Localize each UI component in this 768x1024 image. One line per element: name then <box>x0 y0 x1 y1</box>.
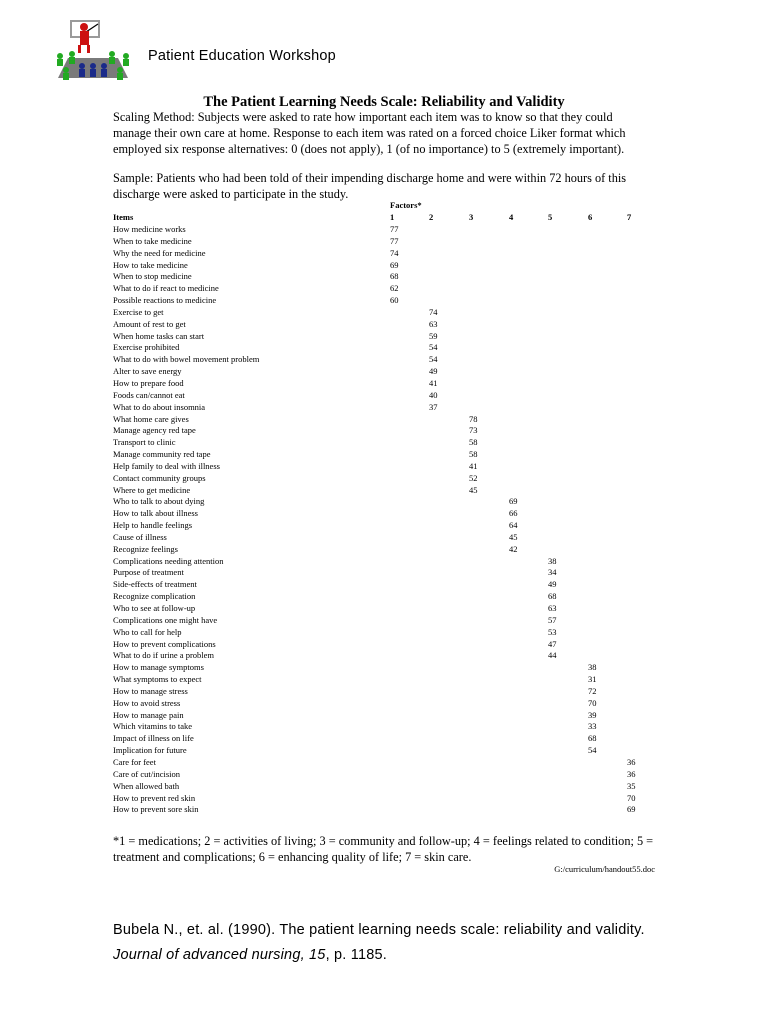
citation-pages: , p. 1185. <box>325 947 387 963</box>
table-row <box>0 354 768 366</box>
classroom-teacher-icon <box>52 18 134 88</box>
factor-loading-value: 38 <box>588 662 597 673</box>
factors-label: Factors* <box>390 200 422 210</box>
factor-loading-value: 70 <box>588 697 597 708</box>
table-row <box>0 603 768 615</box>
factor-loading-value: 59 <box>429 330 438 341</box>
table-row <box>0 319 768 331</box>
item-label: Why the need for medicine <box>113 247 206 258</box>
factor-loading-value: 58 <box>469 449 478 460</box>
table-row <box>0 342 768 354</box>
factor-loading-value: 36 <box>627 756 636 767</box>
factor-header: 7 <box>627 212 632 222</box>
table-row <box>0 390 768 402</box>
item-label: Who to call for help <box>113 626 182 637</box>
file-path: G:/curriculum/handout55.doc <box>554 864 655 874</box>
item-label: Possible reactions to medicine <box>113 295 217 306</box>
item-label: Recognize complication <box>113 591 196 602</box>
table-row <box>0 449 768 461</box>
table-row <box>0 793 768 805</box>
table-row <box>0 414 768 426</box>
item-label: How to prepare food <box>113 377 184 388</box>
factor-loading-value: 34 <box>548 567 557 578</box>
table-row <box>0 236 768 248</box>
item-label: Where to get medicine <box>113 484 191 495</box>
table-row <box>0 781 768 793</box>
factor-loading-value: 54 <box>429 354 438 365</box>
factor-loading-value: 74 <box>390 247 399 258</box>
item-label: How to take medicine <box>113 259 188 270</box>
item-label: How to prevent sore skin <box>113 804 199 815</box>
factor-loading-value: 39 <box>588 709 597 720</box>
item-label: Exercise prohibited <box>113 342 180 353</box>
table-row <box>0 745 768 757</box>
factor-loading-value: 41 <box>429 377 438 388</box>
item-label: What to do about insomnia <box>113 401 206 412</box>
item-label: Manage agency red tape <box>113 425 196 436</box>
item-label: What symptoms to expect <box>113 674 202 685</box>
table-row <box>0 591 768 603</box>
item-label: Implication for future <box>113 745 187 756</box>
workshop-logo <box>52 18 134 88</box>
factor-loading-value: 62 <box>390 283 399 294</box>
table-row <box>0 567 768 579</box>
item-label: Manage community red tape <box>113 449 211 460</box>
item-label: What to do if urine a problem <box>113 650 215 661</box>
item-label: Amount of rest to get <box>113 318 186 329</box>
item-label: Exercise to get <box>113 306 164 317</box>
item-label: How to avoid stress <box>113 697 181 708</box>
table-row <box>0 307 768 319</box>
factor-loading-value: 58 <box>469 437 478 448</box>
factor-loading-value: 45 <box>509 531 518 542</box>
table-row <box>0 698 768 710</box>
factor-loading-value: 36 <box>627 768 636 779</box>
item-label: What home care gives <box>113 413 189 424</box>
table-row <box>0 366 768 378</box>
factor-loading-value: 77 <box>390 235 399 246</box>
factor-loading-value: 33 <box>588 721 597 732</box>
factor-loading-value: 68 <box>548 591 557 602</box>
table-row <box>0 461 768 473</box>
citation-journal: Journal of advanced nursing, 15 <box>113 947 326 963</box>
factor-loading-value: 74 <box>429 306 438 317</box>
factor-loading-value: 66 <box>509 508 518 519</box>
table-row <box>0 615 768 627</box>
factor-loading-value: 69 <box>390 259 399 270</box>
table-row <box>0 248 768 260</box>
factor-loading-value: 63 <box>548 603 557 613</box>
item-label: Cause of illness <box>113 531 167 542</box>
factor-loading-value: 68 <box>588 733 597 744</box>
table-row <box>0 721 768 733</box>
table-row <box>0 295 768 307</box>
item-label: Foods can/cannot eat <box>113 389 185 400</box>
factor-loading-value: 63 <box>429 318 438 329</box>
table-row <box>0 425 768 437</box>
table-row <box>0 485 768 497</box>
table-row <box>0 496 768 508</box>
item-label: How to manage stress <box>113 685 188 696</box>
item-label: Alter to save energy <box>113 366 182 377</box>
table-row <box>0 331 768 343</box>
factor-header: 4 <box>509 212 514 222</box>
factor-loadings-table <box>0 224 768 816</box>
factor-loading-value: 37 <box>429 401 438 412</box>
table-row <box>0 674 768 686</box>
table-row <box>0 520 768 532</box>
factor-loading-value: 47 <box>548 638 557 649</box>
table-row <box>0 437 768 449</box>
table-row <box>0 271 768 283</box>
table-row <box>0 544 768 556</box>
table-row <box>0 532 768 544</box>
sample-paragraph: Sample: Patients who had been told of their impending discharge home and were within 72 hours of this discharge were asked to participate in the study. <box>113 171 627 201</box>
factor-header: 5 <box>548 212 553 222</box>
item-label: Side-effects of treatment <box>113 579 197 590</box>
factor-loading-value: 49 <box>429 366 438 377</box>
item-label: Impact of illness on life <box>113 733 194 744</box>
item-label: Care of cut/incision <box>113 768 181 779</box>
factor-loading-value: 73 <box>469 425 478 436</box>
factor-header: 2 <box>429 212 434 222</box>
item-label: Contact community groups <box>113 472 206 483</box>
scaling-method-paragraph: Scaling Method: Subjects were asked to rate how important each item was to know so that they could manage their own care at home. Response to each item was rated on a forced choice Liker format which employed six response alternatives: 0 (does not apply), 1 (of no importance) to 5 (extremely important). <box>113 110 626 156</box>
item-label: When home tasks can start <box>113 330 205 341</box>
factor-loading-value: 45 <box>469 484 478 495</box>
factor-loading-value: 77 <box>390 224 399 234</box>
factor-loading-value: 69 <box>509 496 518 507</box>
item-label: How medicine works <box>113 224 186 234</box>
factor-loading-value: 72 <box>588 685 597 696</box>
table-row <box>0 757 768 769</box>
item-label: How to prevent complications <box>113 638 216 649</box>
item-label: Recognize feelings <box>113 543 178 554</box>
factor-loading-value: 54 <box>429 342 438 353</box>
factor-legend-footnote: *1 = medications; 2 = activities of living; 3 = community and follow-up; 4 = feelings related to condition; 5 = treatment and complications; 6 = enhancing quality of life; 7 = skin care. <box>113 834 654 864</box>
item-label: How to prevent red skin <box>113 792 196 803</box>
table-row <box>0 710 768 722</box>
item-label: What to do with bowel movement problem <box>113 354 260 365</box>
table-row <box>0 733 768 745</box>
factor-loading-value: 42 <box>509 543 518 554</box>
item-label: When allowed bath <box>113 780 180 791</box>
table-row <box>0 402 768 414</box>
table-row <box>0 508 768 520</box>
factor-loading-value: 31 <box>588 674 597 685</box>
table-row <box>0 283 768 295</box>
table-row <box>0 473 768 485</box>
factor-loading-value: 38 <box>548 555 557 566</box>
item-label: When to take medicine <box>113 235 192 246</box>
citation-authors: Bubela N., et. al. (1990). The patient learning needs scale: reliability and validity. <box>113 922 645 938</box>
item-label: Care for feet <box>113 756 156 767</box>
item-label: Purpose of treatment <box>113 567 184 578</box>
factor-loading-value: 40 <box>429 389 438 400</box>
item-label: Who to talk to about dying <box>113 496 205 507</box>
items-header: Items <box>113 212 134 222</box>
factor-header: 3 <box>469 212 474 222</box>
item-label: How to manage pain <box>113 709 184 720</box>
table-row <box>0 627 768 639</box>
factor-loading-value: 70 <box>627 792 636 803</box>
table-row <box>0 769 768 781</box>
factor-loading-value: 44 <box>548 650 557 661</box>
factor-loading-value: 54 <box>588 745 597 756</box>
workshop-title: Patient Education Workshop <box>148 48 336 64</box>
table-row <box>0 639 768 651</box>
factor-loading-value: 78 <box>469 413 478 424</box>
citation <box>113 918 673 968</box>
factor-header: 1 <box>390 212 395 222</box>
factor-loading-value: 68 <box>390 271 399 282</box>
document-title: The Patient Learning Needs Scale: Reliability and Validity <box>203 94 565 110</box>
factor-loading-value: 69 <box>627 804 636 815</box>
factor-loading-value: 64 <box>509 520 518 531</box>
factor-loading-value: 53 <box>548 626 557 637</box>
item-label: How to manage symptoms <box>113 662 204 673</box>
factor-loading-value: 57 <box>548 614 557 625</box>
item-label: How to talk about illness <box>113 508 198 519</box>
table-row <box>0 650 768 662</box>
table-row <box>0 378 768 390</box>
item-label: Which vitamins to take <box>113 721 193 732</box>
item-label: Complications one might have <box>113 614 218 625</box>
item-label: Who to see at follow-up <box>113 603 196 613</box>
factor-loading-value: 49 <box>548 579 557 590</box>
table-row <box>0 260 768 272</box>
factor-loading-value: 60 <box>390 295 399 306</box>
item-label: Transport to clinic <box>113 437 176 448</box>
factor-loading-value: 35 <box>627 780 636 791</box>
item-label: When to stop medicine <box>113 271 192 282</box>
item-label: What to do if react to medicine <box>113 283 219 294</box>
table-row <box>0 579 768 591</box>
factor-loading-value: 41 <box>469 460 478 471</box>
table-row <box>0 224 768 236</box>
table-row <box>0 686 768 698</box>
item-label: Complications needing attention <box>113 555 224 566</box>
factor-header: 6 <box>588 212 593 222</box>
table-row <box>0 556 768 568</box>
table-row <box>0 662 768 674</box>
table-row <box>0 804 768 816</box>
item-label: Help family to deal with illness <box>113 460 220 471</box>
item-label: Help to handle feelings <box>113 520 193 531</box>
factor-loading-value: 52 <box>469 472 478 483</box>
